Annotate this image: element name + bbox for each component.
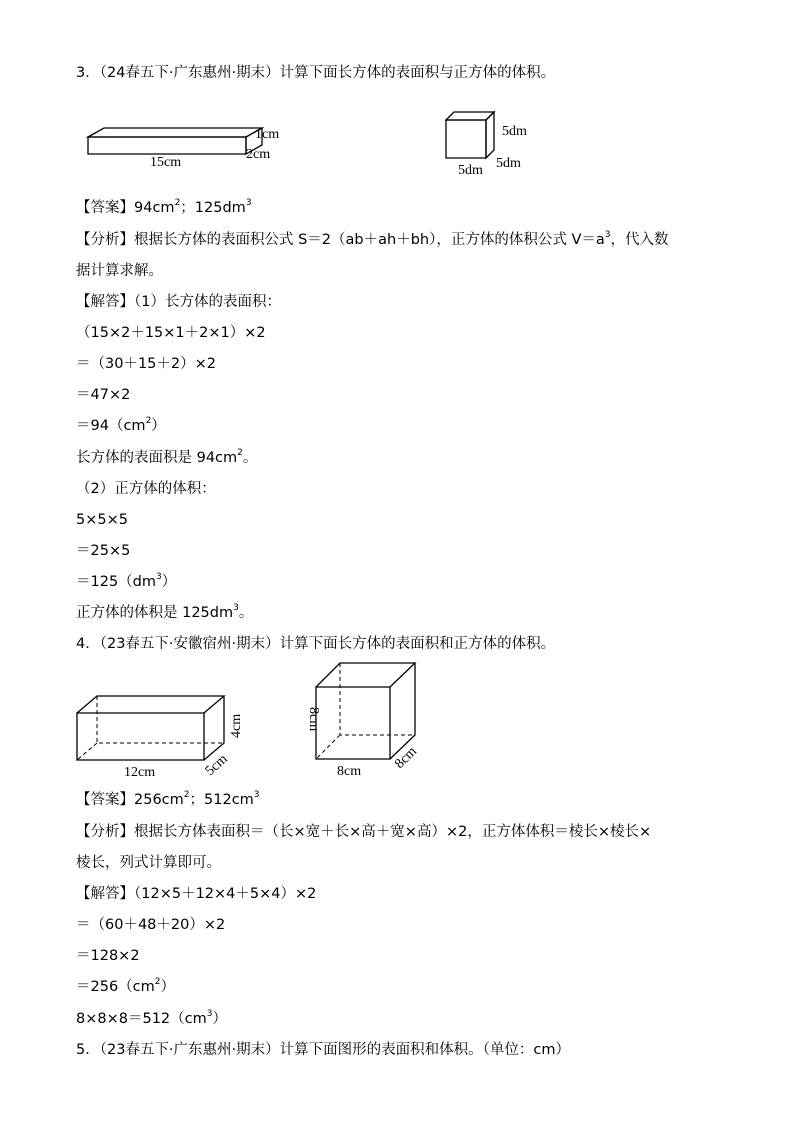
q4-cuboid-svg (72, 690, 252, 782)
q4-cube-height-label: 8cm (306, 707, 321, 732)
q4-cube-front (316, 687, 390, 759)
q3-solution-line7: （2）正方体的体积： (76, 481, 216, 497)
q4-cuboid-top (77, 696, 224, 713)
q3-solution-line8: 5×5×5 (76, 512, 128, 528)
q3-cube-svg (440, 108, 550, 178)
q4-cube-svg (290, 655, 440, 780)
q3-analysis-line1: 【分析】根据长方体的表面积公式 S＝2（ab＋ah＋bh），正方体的体积公式 $V=a^3$，代入数 (76, 230, 669, 248)
q4-cuboid-width-label: 5cm (202, 751, 231, 779)
q3-cube-side-right-label: 5dm (502, 124, 527, 139)
q3-solution-line2: （15×2＋15×1＋2×1）×2 (76, 325, 266, 341)
q3-title: 3．（24春五下·广东惠州·期末）计算下面长方体的表面积与正方体的体积。 (76, 65, 556, 81)
q4-cube-top (316, 663, 415, 687)
q3-cuboid-front (88, 137, 246, 154)
q4-cuboid-height-label: 4cm (229, 713, 244, 738)
q4-cube-figure (290, 655, 440, 780)
q3-cuboid-height-label: 1cm (255, 127, 280, 142)
q3-solution-line5: $=94(cm^2)$ (76, 416, 166, 434)
q3-cube-side-front-label: 5dm (458, 163, 483, 178)
q3-solution-line4: ＝47×2 (76, 387, 131, 403)
q4-analysis-line1: 【分析】根据长方体表面积＝（长×宽＋长×高＋宽×高）×2，正方体体积＝棱长×棱长× (76, 824, 652, 840)
q4-cuboid-hidden-depth (77, 743, 97, 760)
q3-solution-line3: ＝（30＋15＋2）×2 (76, 356, 217, 372)
q4-answer: 【答案】$256cm^2$；$512cm^3$ (76, 790, 260, 808)
q4-cube-depth-label: 8cm (392, 744, 420, 772)
q3-cuboid-svg (84, 120, 294, 172)
q4-solution-line2: ＝（60＋48＋20）×2 (76, 917, 226, 933)
q4-solution-line3: ＝128×2 (76, 948, 140, 964)
q4-cuboid-figure (72, 690, 252, 782)
q4-cube-side (390, 663, 415, 759)
q4-solution-line4: $=256(cm^2)$ (76, 977, 176, 995)
q4-cuboid-side (204, 696, 224, 760)
q4-cube-hidden-depth (316, 735, 340, 759)
q3-solution-line6: 长方体的表面积是 $94cm^2$。 (76, 448, 258, 466)
q3-cube-front (446, 120, 486, 158)
q3-cube-side-depth-label: 5dm (496, 156, 521, 171)
q5-title: 5．（23春五下·广东惠州·期末）计算下面图形的表面积和体积。（单位：cm） (76, 1042, 570, 1058)
q3-cuboid-width-label: 2cm (246, 147, 271, 162)
q3-solution-line11: 正方体的体积是 $125dm^3$。 (76, 603, 254, 621)
q3-solution-line1: 【解答】（1）长方体的表面积： (76, 294, 281, 310)
q4-cuboid-front (77, 713, 204, 760)
q3-answer: 【答案】$94cm^2$；$125dm^3$ (76, 198, 252, 216)
q4-cuboid-length-label: 12cm (124, 765, 156, 780)
q3-analysis-line2: 据计算求解。 (76, 263, 163, 279)
q4-solution-line1: 【解答】（12×5＋12×4＋5×4）×2 (76, 886, 317, 902)
q4-cube-length-label: 8cm (337, 764, 362, 779)
q4-analysis-line2: 棱长，列式计算即可。 (76, 855, 221, 871)
q3-cube-side (486, 112, 494, 158)
q3-cuboid-top (88, 128, 262, 137)
q4-title: 4．（23春五下·安徽宿州·期末）计算下面长方体的表面积和正方体的体积。 (76, 636, 556, 652)
q4-solution-line5: $8\times 8\times 8=512(cm^3)$ (76, 1009, 227, 1027)
q3-cuboid-length-label: 15cm (150, 155, 182, 170)
q3-solution-line9: ＝25×5 (76, 543, 131, 559)
q4-cuboid-hidden-edges (97, 696, 224, 743)
q3-cuboid-figure (84, 120, 294, 172)
q3-cube-figure (440, 108, 550, 178)
q3-solution-line10: $=125(dm^3)$ (76, 572, 177, 590)
